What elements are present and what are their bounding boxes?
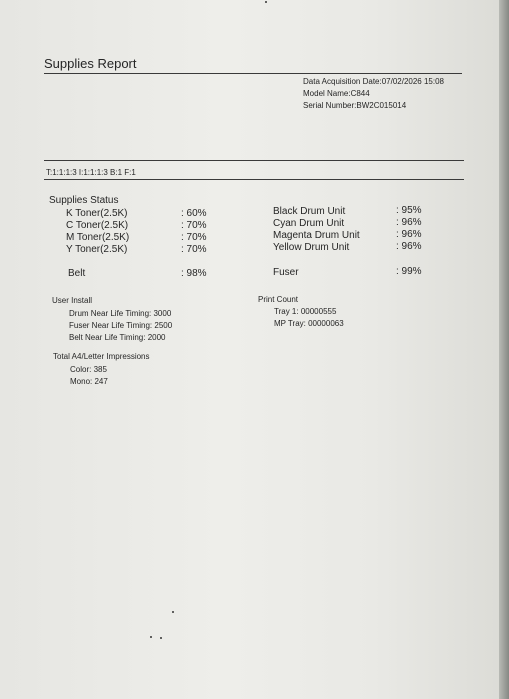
serial-number: Serial Number:BW2C015014 (303, 101, 407, 110)
print-count-item: MP Tray: 00000063 (274, 319, 344, 328)
paper-speck (160, 637, 162, 639)
supply-name: Y Toner(2.5K) (66, 244, 128, 255)
supplies-status-heading: Supplies Status (49, 195, 119, 206)
title-divider (44, 73, 462, 74)
print-count-heading: Print Count (258, 295, 299, 304)
supply-name: Magenta Drum Unit (273, 230, 360, 241)
supply-name: M Toner(2.5K) (66, 232, 130, 243)
report-title: Supplies Report (44, 56, 137, 71)
supply-value: : 96% (396, 241, 422, 252)
supply-value: : 70% (181, 232, 207, 243)
supply-value: : 95% (396, 205, 422, 216)
paper-speck (265, 1, 267, 3)
user-install-item: Drum Near Life Timing: 3000 (69, 309, 172, 318)
supply-name: Cyan Drum Unit (273, 218, 345, 229)
impressions-item: Mono: 247 (70, 377, 108, 386)
user-install-heading: User Install (52, 296, 93, 305)
supply-name: Black Drum Unit (273, 206, 346, 217)
fuser-value: : 99% (396, 266, 422, 277)
impressions-heading: Total A4/Letter Impressions (53, 352, 150, 361)
data-acquisition-date: Data Acquisition Date:07/02/2026 15:08 (303, 77, 444, 86)
belt-value: : 98% (181, 268, 207, 279)
supply-name: C Toner(2.5K) (66, 220, 129, 231)
supply-value: : 96% (396, 229, 422, 240)
supply-value: : 60% (181, 208, 207, 219)
user-install-item: Belt Near Life Timing: 2000 (69, 333, 166, 342)
impressions-item: Color: 385 (70, 365, 107, 374)
supply-value: : 70% (181, 220, 207, 231)
paper-speck (150, 636, 152, 638)
paper-speck (172, 611, 174, 613)
counter-line: T:1:1:1:3 I:1:1:1:3 B:1 F:1 (46, 168, 136, 177)
counter-top-divider (44, 160, 464, 161)
print-count-item: Tray 1: 00000555 (274, 307, 337, 316)
fuser-name: Fuser (273, 267, 299, 278)
supply-value: : 96% (396, 217, 422, 228)
supply-name: K Toner(2.5K) (66, 208, 128, 219)
model-name: Model Name:C844 (303, 89, 370, 98)
paper-edge-shadow (499, 0, 509, 699)
supply-name: Yellow Drum Unit (273, 242, 350, 253)
user-install-item: Fuser Near Life Timing: 2500 (69, 321, 173, 330)
belt-name: Belt (68, 268, 86, 279)
supply-value: : 70% (181, 244, 207, 255)
counter-bottom-divider (44, 179, 464, 180)
